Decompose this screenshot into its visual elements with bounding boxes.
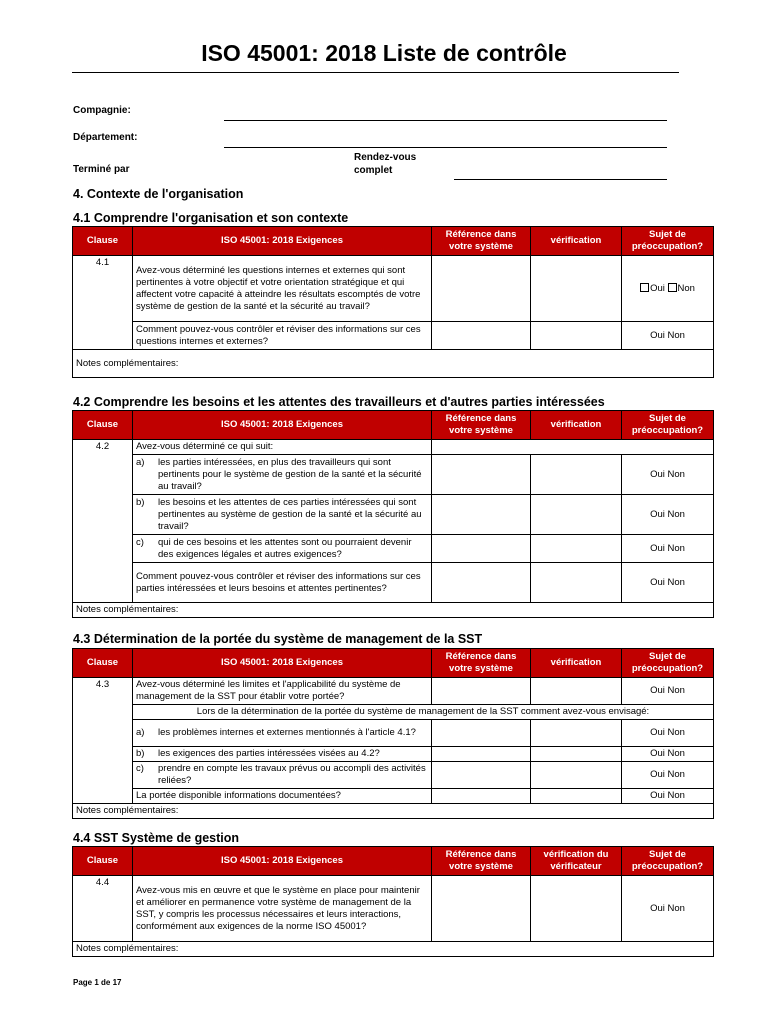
question-4-2-intro: Avez-vous déterminé ce qui suit: bbox=[133, 440, 432, 455]
clause-4-3: 4.3 bbox=[73, 678, 133, 804]
clause-4-2: 4.2 bbox=[73, 440, 133, 603]
verification-cell[interactable] bbox=[531, 455, 622, 495]
header-verification: vérification bbox=[531, 227, 622, 256]
reference-cell[interactable] bbox=[432, 563, 531, 603]
section-4-1-heading: 4.1 Comprendre l'organisation et son contexte bbox=[73, 211, 349, 225]
reference-cell[interactable] bbox=[432, 322, 531, 350]
reference-cell[interactable] bbox=[432, 720, 531, 747]
header-reference: Référence dans votre système bbox=[432, 227, 531, 256]
concern-cell[interactable]: Oui Non bbox=[622, 789, 714, 804]
section-4-2-heading: 4.2 Comprendre les besoins et les attentes des travailleurs et d'autres parties intéressées bbox=[73, 395, 605, 409]
header-reference: Référence dans votre système bbox=[432, 847, 531, 876]
table-4-3 bbox=[72, 648, 714, 819]
header-reference: Référence dans votre système bbox=[432, 411, 531, 440]
clause-4-4: 4.4 bbox=[73, 876, 133, 942]
no-label: Non bbox=[677, 282, 695, 294]
yes-label: Oui bbox=[650, 282, 665, 294]
question-4-2-b: b) les besoins et les attentes de ces parties intéressées qui sont pertinentes au système de gestion de la santé et la sécurité au travail? bbox=[133, 495, 432, 535]
table-4-1 bbox=[72, 226, 714, 378]
header-clause: Clause bbox=[73, 411, 133, 440]
header-auditor-verification: vérification du vérificateur bbox=[531, 847, 622, 876]
company-field[interactable] bbox=[224, 120, 667, 121]
page-title: ISO 45001: 2018 Liste de contrôle bbox=[201, 40, 567, 66]
verification-cell[interactable] bbox=[531, 678, 622, 705]
section-4-4-heading: 4.4 SST Système de gestion bbox=[73, 831, 240, 845]
header-requirements: ISO 45001: 2018 Exigences bbox=[133, 227, 432, 256]
header-verification: vérification bbox=[531, 411, 622, 440]
appointment-label bbox=[354, 151, 416, 177]
appointment-label-line1: Rendez-vous bbox=[354, 152, 417, 163]
question-4-1-2: Comment pouvez-vous contrôler et réviser des informations sur ces questions internes et externes? bbox=[133, 322, 432, 350]
verification-cell[interactable] bbox=[531, 495, 622, 535]
concern-cell[interactable]: Oui Non bbox=[622, 455, 714, 495]
question-4-3-d: La portée disponible informations documentées? bbox=[133, 789, 432, 804]
reference-cell[interactable] bbox=[432, 678, 531, 705]
header-requirements: ISO 45001: 2018 Exigences bbox=[133, 649, 432, 678]
verification-cell[interactable] bbox=[531, 720, 622, 747]
question-4-4: Avez-vous mis en œuvre et que le système en place pour maintenir et améliorer en permanence votre système de management de la SST, y compris les processus nécessaires et leurs interactions, conformément aux exigences de la norme ISO 45001? bbox=[133, 876, 432, 942]
no-checkbox[interactable] bbox=[668, 283, 677, 292]
notes-4-3[interactable]: Notes complémentaires: bbox=[73, 804, 714, 819]
reference-cell[interactable] bbox=[432, 876, 531, 942]
question-4-3-1: Avez-vous déterminé les limites et l'applicabilité du système de management de la SST pour établir votre portée? bbox=[133, 678, 432, 705]
verification-cell[interactable] bbox=[531, 535, 622, 563]
header-clause: Clause bbox=[73, 649, 133, 678]
concern-cell[interactable]: Oui Non bbox=[622, 535, 714, 563]
verification-cell[interactable] bbox=[531, 256, 622, 322]
reference-cell[interactable] bbox=[432, 762, 531, 789]
concern-cell[interactable] bbox=[622, 256, 714, 322]
completed-by-label: Terminé par bbox=[73, 164, 130, 175]
question-4-3-b: b) les exigences des parties intéressées visées au 4.2? bbox=[133, 747, 432, 762]
reference-cell[interactable] bbox=[432, 535, 531, 563]
question-4-3-c: c) prendre en compte les travaux prévus ou accompli des activités reliées? bbox=[133, 762, 432, 789]
question-4-2-c: c) qui de ces besoins et les attentes sont ou pourraient devenir des exigences légales et autres exigences? bbox=[133, 535, 432, 563]
verification-cell[interactable] bbox=[531, 762, 622, 789]
notes-4-1[interactable]: Notes complémentaires: bbox=[73, 350, 714, 378]
notes-4-4[interactable]: Notes complémentaires: bbox=[73, 942, 714, 957]
header-concern: Sujet de préoccupation? bbox=[622, 649, 714, 678]
reference-cell[interactable] bbox=[432, 495, 531, 535]
header-requirements: ISO 45001: 2018 Exigences bbox=[133, 411, 432, 440]
concern-cell[interactable]: Oui Non bbox=[622, 563, 714, 603]
question-4-2-a: a) les parties intéressées, en plus des travailleurs qui sont pertinents pour le système de gestion de la santé et la sécurité au travail? bbox=[133, 455, 432, 495]
header-clause: Clause bbox=[73, 227, 133, 256]
table-4-4 bbox=[72, 846, 714, 957]
concern-cell[interactable]: Oui Non bbox=[622, 762, 714, 789]
concern-cell[interactable]: Oui Non bbox=[622, 720, 714, 747]
header-concern: Sujet de préoccupation? bbox=[622, 227, 714, 256]
verification-cell[interactable] bbox=[531, 563, 622, 603]
reference-cell[interactable] bbox=[432, 256, 531, 322]
table-4-2 bbox=[72, 410, 714, 618]
concern-cell[interactable]: Oui Non bbox=[622, 678, 714, 705]
question-4-3-intro: Lors de la détermination de la portée du système de management de la SST comment avez-vous envisagé: bbox=[133, 705, 714, 720]
notes-4-2[interactable]: Notes complémentaires: bbox=[73, 603, 714, 618]
header-clause: Clause bbox=[73, 847, 133, 876]
reference-cell[interactable] bbox=[432, 747, 531, 762]
yes-checkbox[interactable] bbox=[640, 283, 649, 292]
appointment-field[interactable] bbox=[454, 179, 667, 180]
page-footer: Page 1 de 17 bbox=[73, 978, 122, 987]
concern-cell[interactable]: Oui Non bbox=[622, 322, 714, 350]
question-4-3-a: a) les problèmes internes et externes mentionnés à l'article 4.1? bbox=[133, 720, 432, 747]
verification-cell[interactable] bbox=[531, 876, 622, 942]
department-field[interactable] bbox=[224, 147, 667, 148]
title-rule bbox=[72, 72, 679, 73]
company-label: Compagnie: bbox=[73, 105, 131, 116]
appointment-label-line2: complet bbox=[354, 165, 393, 176]
concern-cell[interactable]: Oui Non bbox=[622, 876, 714, 942]
verification-cell[interactable] bbox=[531, 789, 622, 804]
header-concern: Sujet de préoccupation? bbox=[622, 411, 714, 440]
header-requirements: ISO 45001: 2018 Exigences bbox=[133, 847, 432, 876]
section-4-heading: 4. Contexte de l'organisation bbox=[73, 187, 244, 201]
section-4-3-heading: 4.3 Détermination de la portée du système de management de la SST bbox=[73, 632, 483, 646]
department-label: Département: bbox=[73, 132, 138, 143]
header-verification: vérification bbox=[531, 649, 622, 678]
concern-cell[interactable]: Oui Non bbox=[622, 747, 714, 762]
header-concern: Sujet de préoccupation? bbox=[622, 847, 714, 876]
reference-cell[interactable] bbox=[432, 789, 531, 804]
header-reference: Référence dans votre système bbox=[432, 649, 531, 678]
clause-4-1: 4.1 bbox=[73, 256, 133, 350]
verification-cell[interactable] bbox=[531, 322, 622, 350]
question-4-2-d: Comment pouvez-vous contrôler et réviser des informations sur ces parties intéressées et leurs besoins et attentes pertinentes? bbox=[133, 563, 432, 603]
verification-cell[interactable] bbox=[531, 747, 622, 762]
question-4-1-1: Avez-vous déterminé les questions internes et externes qui sont pertinentes à votre objectif et votre orientation stratégique et qui affectent votre capacité à atteindre les résultats escomptés de votre système de gestion de la santé et la sécurité au travail? bbox=[133, 256, 432, 322]
concern-cell[interactable]: Oui Non bbox=[622, 495, 714, 535]
reference-cell[interactable] bbox=[432, 455, 531, 495]
